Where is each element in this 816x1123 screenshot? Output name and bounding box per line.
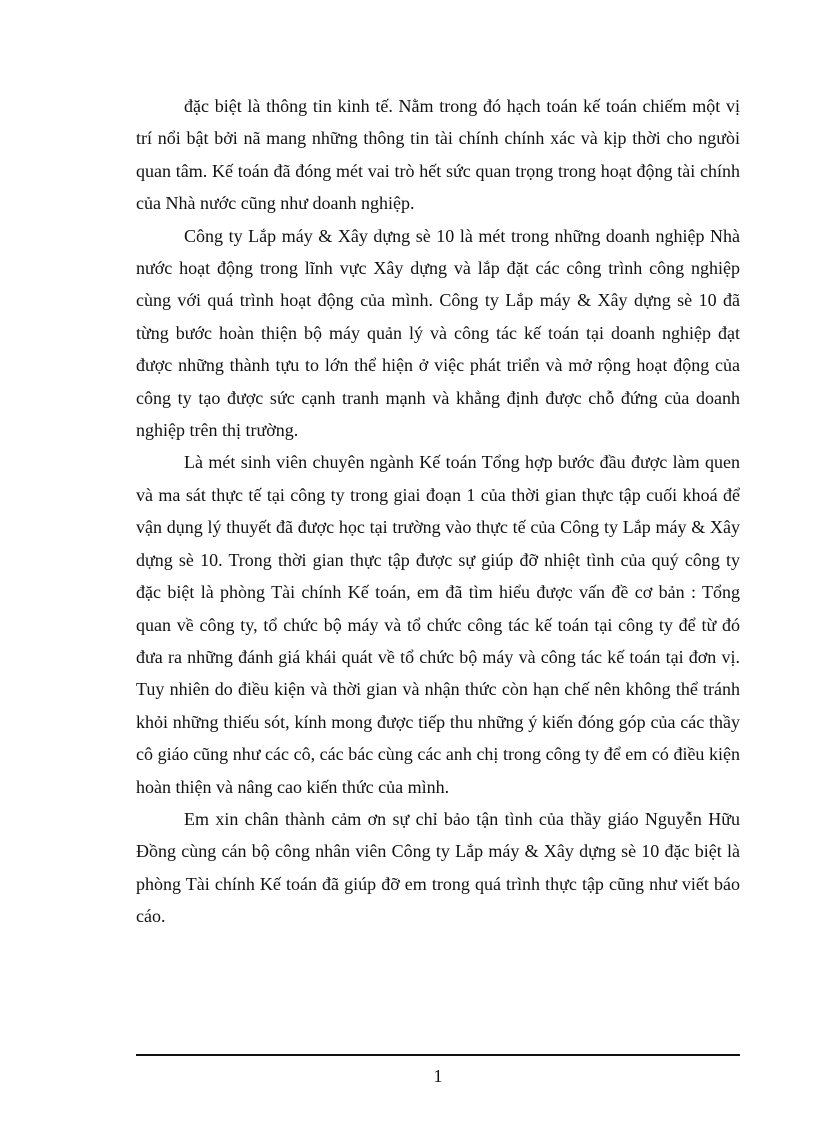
- paragraph-thanks: Em xin chân thành cảm ơn sự chỉ bảo tận tình của thầy giáo Nguyễn Hữu Đồng cùng cán bộ công nhân viên Công ty Lắp máy & Xây dựng sè 10 đặc biệt là phòng Tài chính Kế toán đã giúp đỡ em trong quá trình thực tập cũng như viết báo cáo.: [136, 808, 740, 927]
- paragraph-company: Công ty Lắp máy & Xây dựng sè 10 là mét trong những doanh nghiệp Nhà nước hoạt động trong lĩnh vực Xây dựng và lắp đặt các công trình công nghiệp cùng với quá trình hoạt động của mình. Công ty Lắp máy & Xây dựng sè 10 đã từng bước hoàn thiện bộ máy quản lý và công tác kế toán tại doanh nghiệp đạt được những thành tựu to lớn thể hiện ở việc phát triển và mở rộng hoạt động của công ty tạo được sức cạnh tranh mạnh và khẳng định được chỗ đứng của doanh nghiệp trên thị trường.: [136, 225, 740, 441]
- page-number: 1: [433, 1066, 443, 1086]
- paragraph-intro-continued: đặc biệt là thông tin kinh tế. Nằm trong đó hạch toán kế toán chiếm một vị trí nổi bật bởi nã mang những thông tin tài chính chính xác và kịp thời cho ngưòi quan tâm. Kế toán đã đóng mét vai trò hết sức quan trọng trong hoạt động tài chính của Nhà nước cũng như doanh nghiệp.: [136, 96, 740, 214]
- paragraph-student: Là mét sinh viên chuyên ngành Kế toán Tổng hợp bước đầu được làm quen và ma sát thực tế tại công ty trong giai đoạn 1 của thời gian thực tập cuối khoá để vận dụng lý thuyết đã được học tại trường vào thực tế của Công ty Lắp máy & Xây dựng sè 10. Trong thời gian thực tập được sự giúp đỡ nhiệt tình của quý công ty đặc biệt là phòng Tài chính Kế toán, em đã tìm hiểu được vấn đề cơ bản : Tổng quan về công ty, tổ chức bộ máy và tổ chức công tác kế toán tại công ty để từ đó đưa ra những đánh giá khái quát về tổ chức bộ máy và công tác kế toán tại đơn vị. Tuy nhiên do điều kiện và thời gian và nhận thức còn hạn chế nên không thể tránh khỏi những thiếu sót, kính mong được tiếp thu những ý kiến đóng góp của các thầy cô giáo cũng như các cô, các bác cùng các anh chị trong công ty để em có điều kiện hoàn thiện và nâng cao kiến thức của mình.: [136, 452, 740, 797]
- footer-divider: [136, 1054, 740, 1056]
- document-body: [136, 90, 740, 933]
